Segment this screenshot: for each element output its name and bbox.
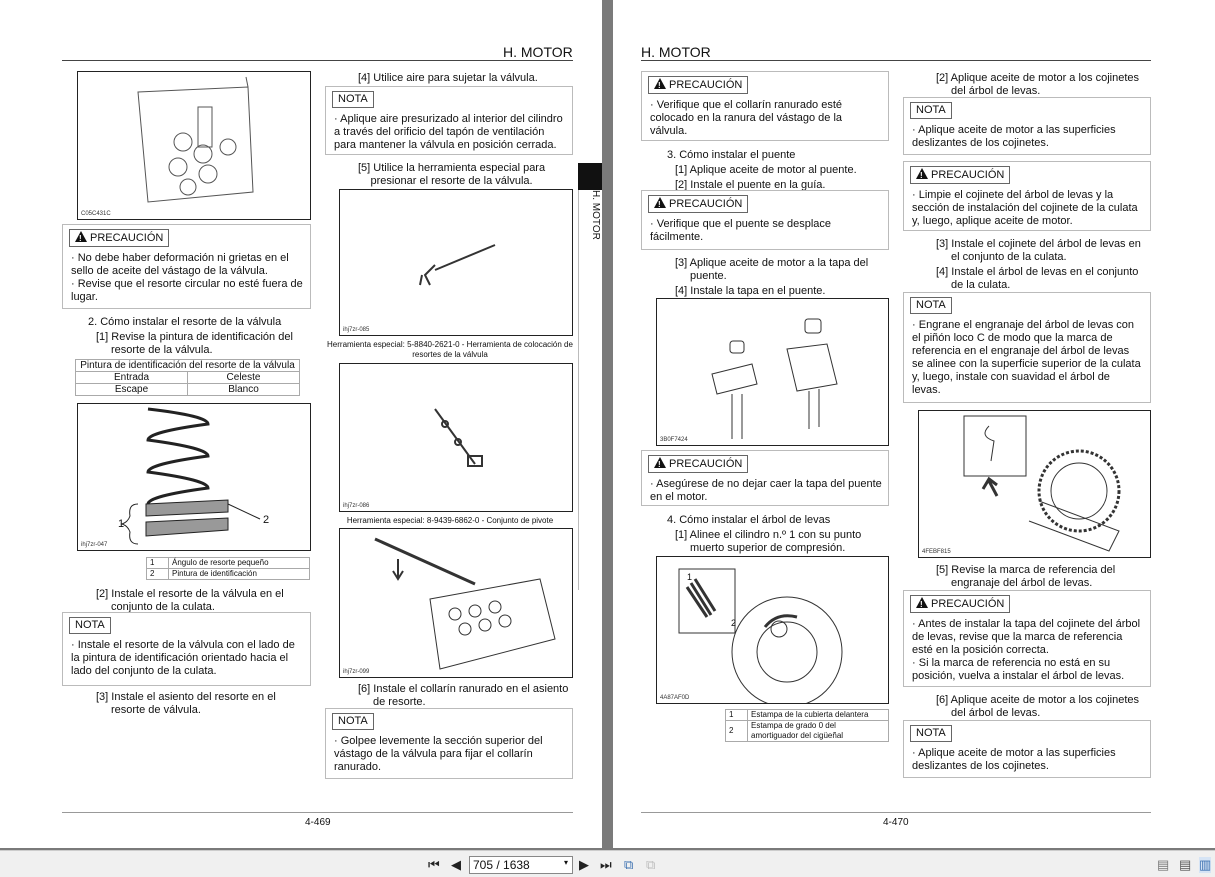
dropdown-arrow-icon[interactable]: ▾: [563, 858, 568, 867]
text-line: [5] Utilice la herramienta especial para: [358, 162, 546, 174]
bullet-line: válvula.: [650, 125, 688, 137]
text-line: puente.: [690, 270, 727, 282]
caution-box: [62, 224, 311, 309]
bullet-line: sello de aceite del vástago de la válvula.: [71, 265, 268, 277]
figure-tool-2: [339, 363, 573, 512]
bullet-line: · Golpee levemente la sección superior del: [341, 735, 566, 748]
bullet-line: · Antes de instalar la tapa del cojinete del árbol: [919, 618, 1144, 631]
step-text: [936, 238, 1141, 264]
section-tab-label: H. MOTOR: [590, 190, 601, 240]
step-text: [358, 683, 568, 709]
tool-illustration: [340, 190, 573, 336]
caution-title: PRECAUCIÓN: [669, 79, 743, 91]
bullet-line: esté en la posición correcta.: [912, 644, 1049, 656]
step-text: [675, 529, 861, 555]
bullet-line: · No debe haber deformación ni grietas en el: [78, 252, 304, 265]
caution-tag: [910, 166, 1010, 184]
text-line: [2] Aplique aceite de motor a los cojinetes: [936, 72, 1140, 84]
note-tag: NOTA: [910, 725, 952, 742]
bridge-illustration: [657, 299, 889, 446]
bullet-item: [910, 124, 1144, 150]
text-line: [4] Instale la tapa en el puente.: [675, 285, 826, 297]
text-line: de la culata.: [951, 279, 1011, 291]
figure-bridge: [656, 298, 889, 446]
text-line: [2] Instale el puente en la guía.: [675, 179, 826, 191]
table-row: [76, 384, 300, 396]
text-line: [3] Instale el asiento del resorte en el: [96, 691, 276, 703]
bullet-line: levas.: [912, 384, 941, 396]
text-line: [3] Aplique aceite de motor a la tapa del: [675, 257, 869, 269]
caution-box: [903, 590, 1151, 687]
bullet-item: [648, 99, 882, 138]
figure-valve-spring: [77, 403, 311, 551]
text-line: resorte de la válvula.: [111, 344, 213, 356]
step-text: [936, 72, 1139, 98]
prev-page-icon[interactable]: ◀: [451, 857, 461, 872]
text-line: [6] Aplique aceite de motor a los cojinetes: [936, 694, 1140, 706]
warning-icon: [916, 168, 928, 179]
caution-box: [903, 161, 1151, 231]
bullet-line: · Si la marca de referencia no está en su: [919, 657, 1144, 670]
legend-text: Pintura de identificación: [169, 569, 310, 580]
text-line: [4] Instale el árbol de levas en el conjunto: [936, 266, 1139, 278]
section-tab-marker: [578, 163, 602, 190]
warning-icon: [654, 78, 666, 89]
bullet-line: deslizantes de los cojinetes.: [912, 760, 1049, 772]
text-line: resorte de válvula.: [111, 704, 201, 716]
bullet-line: lugar.: [71, 291, 98, 303]
bullet-line: · Asegúrese de no dejar caer la tapa del puente: [657, 478, 882, 491]
bullet-line: referencia en el engranaje del árbol de levas: [912, 345, 1130, 357]
figure-camshaft-gear: [918, 410, 1151, 558]
caution-title: PRECAUCIÓN: [90, 232, 164, 244]
bullet-line: · Revise que el resorte circular no esté fuera de: [78, 278, 304, 291]
text-line: [6] Instale el collarín ranurado en el asiento: [358, 683, 569, 695]
bullet-line: · Engrane el engranaje del árbol de levas con: [919, 319, 1144, 332]
legend-row: [147, 569, 310, 580]
last-page-icon[interactable]: ⏭: [600, 857, 612, 872]
callout-1: 1: [118, 518, 125, 530]
note-tag: NOTA: [332, 91, 374, 108]
note-box: [325, 708, 573, 779]
figure-label: 4FEBF815: [922, 549, 951, 555]
spring-illustration: [78, 404, 311, 551]
text-line: del árbol de levas.: [951, 707, 1041, 719]
bullet-line: para mantener la válvula en posición cerrada.: [334, 139, 557, 151]
step-text: [358, 72, 538, 85]
legend-num: 2: [726, 721, 748, 742]
forward-view-icon[interactable]: ⧉: [646, 857, 656, 872]
note-tag: NOTA: [910, 102, 952, 119]
table-cell: Escape: [76, 384, 188, 396]
text-line: Herramienta especial: 8-9439-6862-0 - Conjunto de pivote: [346, 516, 554, 525]
step-text: [358, 162, 545, 188]
text-line: [4] Utilice aire para sujetar la válvula.: [358, 72, 538, 84]
text-line: [1] Alinee el cilindro n.º 1 con su punto: [675, 529, 862, 541]
tab-rule: [578, 190, 579, 590]
figure-crankshaft-marks: [656, 556, 889, 704]
step-text: [675, 257, 868, 283]
bullet-line: en el motor.: [650, 491, 708, 503]
bullet-line: vástago de la válvula para fijar el collarín: [334, 748, 533, 760]
page-number: 4-470: [883, 817, 909, 828]
bullet-item: [69, 639, 304, 678]
text-line: presionar el resorte de la válvula.: [370, 175, 533, 187]
caution-tag: [910, 595, 1010, 613]
table-cell: Celeste: [188, 372, 300, 384]
text-line: [3] Instale el cojinete del árbol de levas en: [936, 238, 1141, 250]
step-text: [96, 588, 284, 614]
figure-label: ihj7zr-047: [81, 542, 108, 548]
bullet-line: · Aplique aceite de motor a las superficies: [919, 124, 1144, 137]
table-cell: Entrada: [76, 372, 188, 384]
step-text: [675, 164, 857, 177]
note-tag: NOTA: [69, 617, 111, 634]
bullet-line: lado del conjunto de la culata.: [71, 665, 217, 677]
step-text: [936, 266, 1138, 292]
bullet-item: [910, 319, 1144, 397]
bullet-line: fácilmente.: [650, 231, 704, 243]
header-rule: [62, 60, 573, 61]
legend-row: [726, 721, 889, 742]
text-line: del árbol de levas.: [951, 85, 1041, 97]
step-text: [96, 331, 293, 357]
bullet-line: deslizantes de los cojinetes.: [912, 137, 1049, 149]
text-line: Herramienta especial: 5-8840-2621-0 - Herramienta de colocación de: [327, 340, 573, 349]
text-line: el conjunto de la culata.: [951, 251, 1067, 263]
bullet-item: [910, 618, 1144, 657]
page-left: [0, 0, 602, 848]
step-heading: 4. Cómo instalar el árbol de levas: [667, 514, 831, 526]
note-box: [62, 612, 311, 686]
page-right: [613, 0, 1215, 848]
viewer-toolbar: [0, 850, 1215, 877]
legend-table: [146, 557, 310, 580]
step-heading: 3. Cómo instalar el puente: [667, 149, 796, 161]
callout-2: 2: [731, 618, 737, 628]
paint-table: [75, 359, 300, 396]
figure-label: 4A87AF0D: [660, 695, 690, 701]
legend-num: 1: [726, 710, 748, 721]
note-box: [903, 292, 1151, 403]
header-rule: [641, 60, 1151, 61]
bullet-item: [69, 252, 304, 278]
text-line: [1] Revise la pintura de identificación del: [96, 331, 293, 343]
text-line: [1] Aplique aceite de motor al puente.: [675, 164, 857, 176]
text-line: muerto superior de compresión.: [690, 542, 846, 554]
figure-label: ihj7zr-085: [343, 327, 370, 333]
bullet-line: · Verifique que el puente se desplace: [657, 218, 882, 231]
two-page-icon[interactable]: ▥: [1199, 857, 1212, 872]
bullet-line: · Instale el resorte de la válvula con el lado de: [78, 639, 304, 652]
bullet-item: [910, 657, 1144, 683]
step-text: [96, 691, 276, 717]
table-row: [76, 372, 300, 384]
pivot-illustration: [340, 364, 573, 512]
warning-icon: [654, 197, 666, 208]
footer-rule: [62, 812, 573, 813]
bullet-item: [69, 278, 304, 304]
warning-icon: [916, 597, 928, 608]
bullet-line: se alinee con la superficie superior de la culata: [912, 358, 1141, 370]
text-line: [5] Revise la marca de referencia del: [936, 564, 1116, 576]
figure-label: 3B0F7424: [660, 437, 688, 443]
text-line: engranaje del árbol de levas.: [951, 577, 1093, 589]
legend-row: [726, 710, 889, 721]
page-header: H. MOTOR: [641, 44, 711, 60]
bullet-line: sección de instalación del cojinete de la culata: [912, 202, 1138, 214]
page-number-field[interactable]: [469, 856, 573, 874]
bullet-line: colocado en la ranura del vástago de la: [650, 112, 843, 124]
next-page-icon[interactable]: ▶: [579, 857, 589, 872]
text-line: conjunto de la culata.: [111, 601, 215, 613]
bullet-line: a través del orificio del tapón de ventilación: [334, 126, 545, 138]
caution-tag: [648, 76, 748, 94]
caution-title: PRECAUCIÓN: [669, 198, 743, 210]
bullet-line: · Aplique aire presurizado al interior del cilindro: [341, 113, 566, 126]
page-header: H. MOTOR: [503, 44, 573, 60]
single-page-icon[interactable]: ▤: [1157, 857, 1170, 872]
legend-num: 2: [147, 569, 169, 580]
figure-cylinder-head-springs: [77, 71, 311, 220]
warning-icon: [654, 457, 666, 468]
legend-table: [725, 709, 889, 742]
caution-tag: [648, 455, 748, 473]
legend-num: 1: [147, 558, 169, 569]
page-field-value: 705 / 1638: [473, 858, 530, 872]
caution-box: [641, 450, 889, 506]
figure-label: ihj7zr-099: [343, 669, 370, 675]
step-text: [936, 694, 1139, 720]
bullet-item: [332, 113, 566, 152]
text-line: [2] Instale el resorte de la válvula en el: [96, 588, 284, 600]
bullet-line: · Aplique aceite de motor a las superficies: [919, 747, 1144, 760]
first-page-icon[interactable]: ⏮: [428, 857, 440, 872]
callout-1: 1: [687, 572, 693, 582]
figure-label: ihj7zr-086: [343, 503, 370, 509]
caution-title: PRECAUCIÓN: [669, 458, 743, 470]
note-box: [903, 97, 1151, 155]
bullet-line: de levas, revise que la marca de referencia: [912, 631, 1123, 643]
caution-tag: [648, 195, 748, 213]
legend-text: Estampa de la cubierta delantera: [748, 710, 889, 721]
legend-text: Ángulo de resorte pequeño: [169, 558, 310, 569]
bullet-line: · Verifique que el collarín ranurado esté: [657, 99, 882, 112]
step-text: [936, 564, 1115, 590]
note-tag: NOTA: [910, 297, 952, 314]
gear-illustration: [919, 411, 1151, 558]
figure-tool-1: [339, 189, 573, 336]
bullet-line: la pintura de identificación orientado hacia el: [71, 652, 289, 664]
table-header: Pintura de identificación del resorte de la válvula: [76, 360, 300, 372]
warning-icon: [75, 231, 87, 242]
bullet-line: el piñón loco C de modo que la marca de: [912, 332, 1113, 344]
caution-box: [641, 71, 889, 141]
bullet-line: posición, vuelva a instalar el árbol de levas.: [912, 670, 1125, 682]
caution-box: [641, 190, 889, 250]
step-heading: 2. Cómo instalar el resorte de la válvula: [88, 316, 282, 328]
bullet-item: [648, 478, 882, 504]
bullet-item: [910, 189, 1144, 228]
legend-text: Estampa de grado 0 del amortiguador del cigüeñal: [748, 721, 889, 742]
caution-title: PRECAUCIÓN: [931, 169, 1005, 181]
head-tool-illustration: [340, 529, 573, 678]
legend-row: [147, 558, 310, 569]
text-line: de resorte.: [373, 696, 426, 708]
note-box: [325, 86, 573, 155]
step-text: [675, 285, 825, 298]
continuous-icon[interactable]: ▤: [1179, 857, 1192, 872]
bullet-item: [332, 735, 566, 774]
footer-rule: [641, 812, 1151, 813]
back-view-icon[interactable]: ⧉: [624, 857, 634, 872]
bullet-item: [910, 747, 1144, 773]
text-line: resortes de la válvula: [412, 350, 488, 359]
figure-label: C05C431C: [81, 211, 111, 217]
cylinder-head-illustration: [78, 72, 311, 220]
bullet-item: [648, 218, 882, 244]
caution-tag: [69, 229, 169, 247]
table-cell: Blanco: [188, 384, 300, 396]
caution-title: PRECAUCIÓN: [931, 598, 1005, 610]
bullet-line: y, luego, aplique aceite de motor.: [912, 215, 1073, 227]
bullet-line: · Limpie el cojinete del árbol de levas y la: [919, 189, 1144, 202]
figure-caption: [325, 340, 575, 360]
bullet-line: y, luego, instale con suavidad el árbol de: [912, 371, 1110, 383]
bullet-line: ranurado.: [334, 761, 382, 773]
page-number: 4-469: [305, 817, 331, 828]
callout-2: 2: [263, 514, 270, 526]
figure-tool-on-head: [339, 528, 573, 678]
figure-caption: [325, 516, 575, 526]
note-box: [903, 720, 1151, 778]
note-tag: NOTA: [332, 713, 374, 730]
